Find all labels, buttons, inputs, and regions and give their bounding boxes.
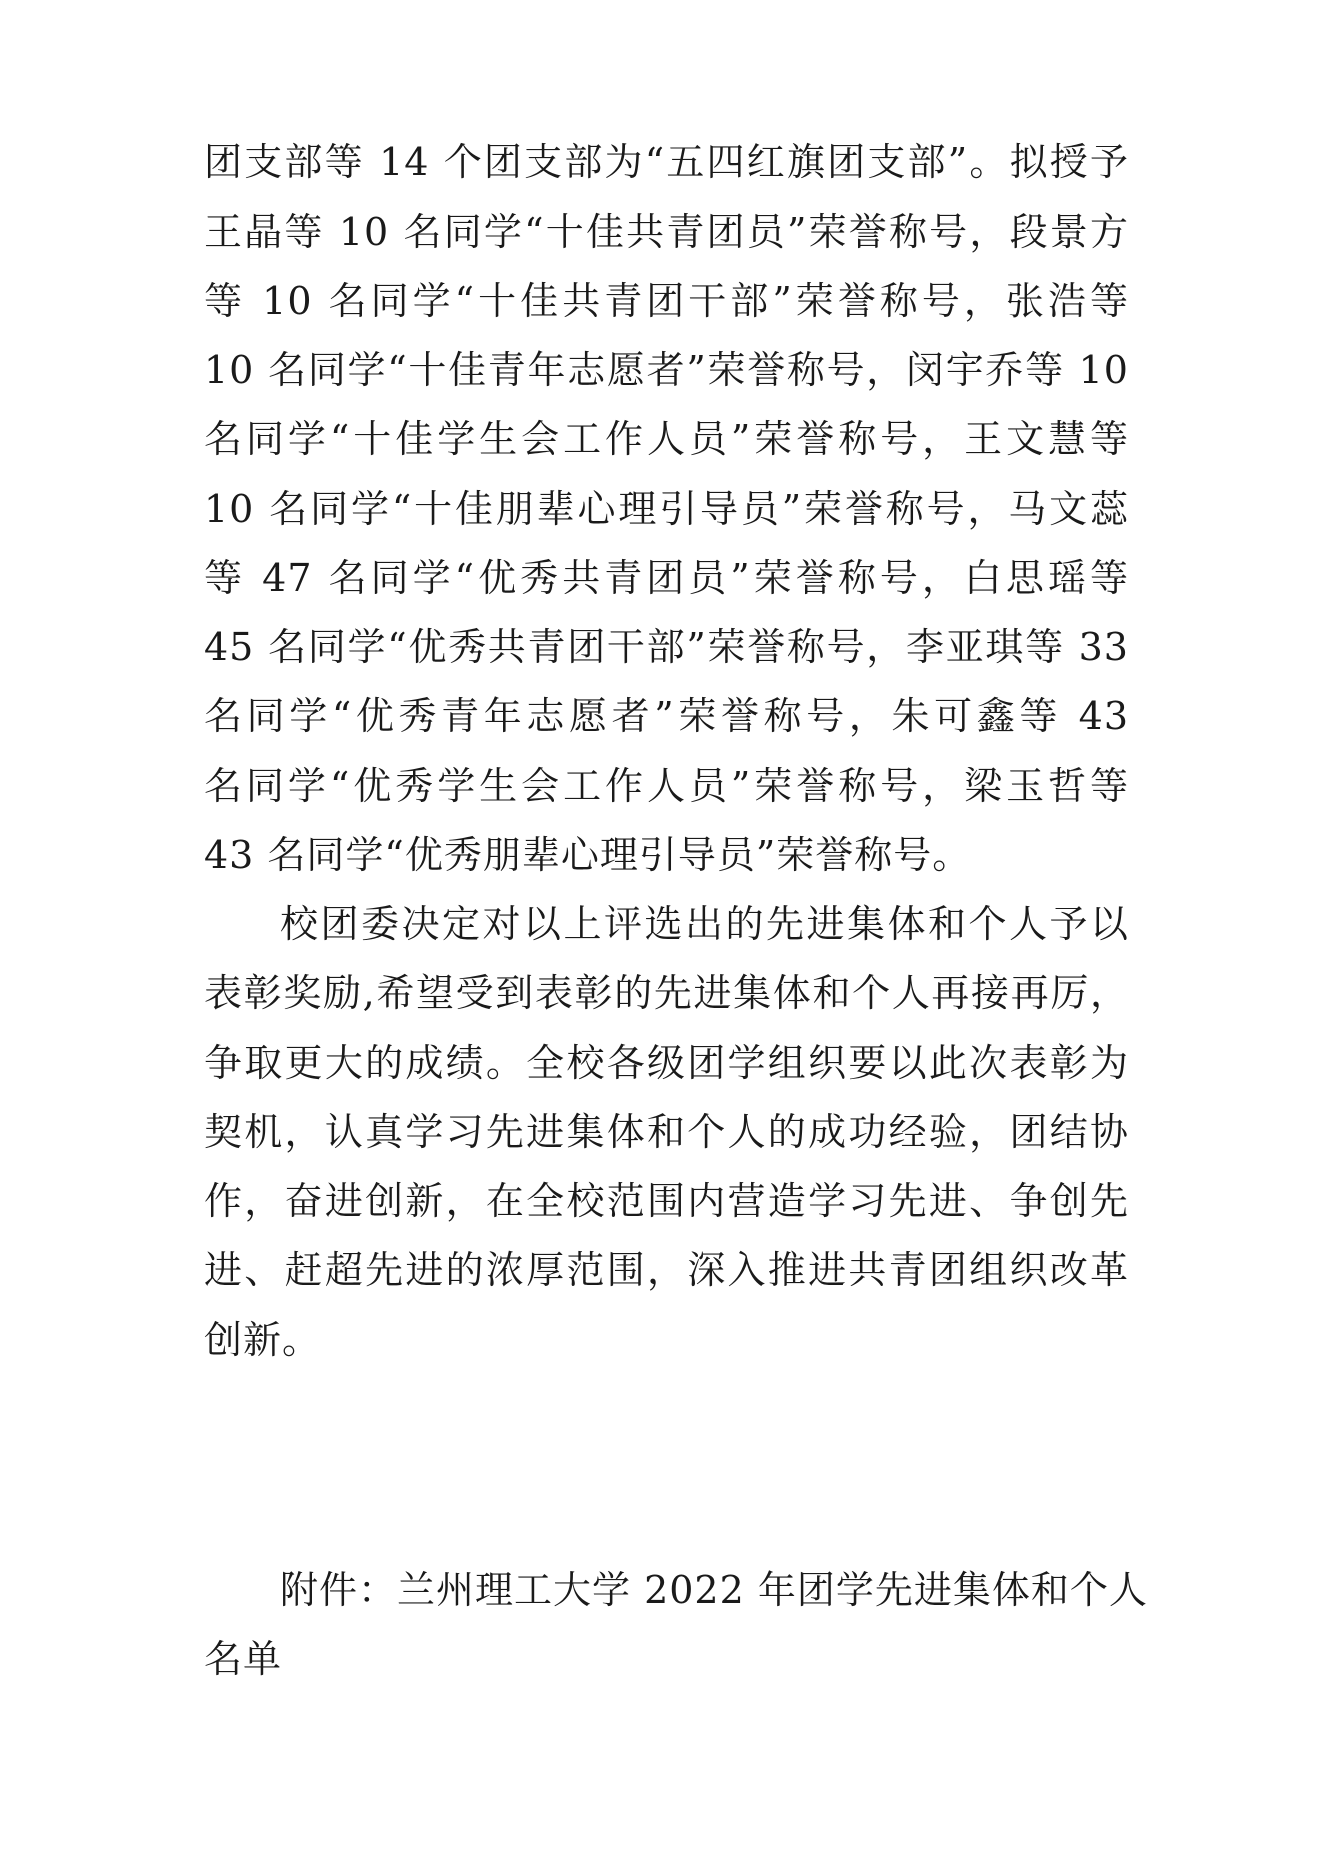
paragraph-line: 表彰奖励,希望受到表彰的先进集体和个人再接再厉，	[204, 971, 1129, 1015]
paragraph-line: 名同学“十佳学生会工作人员”荣誉称号，王文慧等	[204, 417, 1129, 461]
paragraph-line: 43 名同学“优秀朋辈心理引导员”荣誉称号。	[204, 833, 972, 877]
paragraph-line: 团支部等 14 个团支部为“五四红旗团支部”。拟授予	[204, 140, 1129, 184]
paragraph-line: 等 10 名同学“十佳共青团干部”荣誉称号，张浩等	[204, 279, 1129, 323]
paragraph-line: 作，奋进创新，在全校范围内营造学习先进、争创先	[204, 1179, 1129, 1223]
attachment-line: 附件：兰州理工大学 2022 年团学先进集体和个人	[280, 1568, 1148, 1612]
paragraph-line: 名同学“优秀青年志愿者”荣誉称号，朱可鑫等 43	[204, 694, 1129, 738]
paragraph-line: 校团委决定对以上评选出的先进集体和个人予以	[280, 902, 1129, 946]
paragraph-line: 等 47 名同学“优秀共青团员”荣誉称号，白思瑶等	[204, 556, 1129, 600]
paragraph-line: 争取更大的成绩。全校各级团学组织要以此次表彰为	[204, 1041, 1129, 1085]
paragraph-line: 王晶等 10 名同学“十佳共青团员”荣誉称号，段景方	[204, 210, 1129, 254]
paragraph-line: 名同学“优秀学生会工作人员”荣誉称号，梁玉哲等	[204, 764, 1129, 808]
paragraph-line: 10 名同学“十佳朋辈心理引导员”荣誉称号，马文蕊	[204, 487, 1129, 531]
paragraph-line: 创新。	[204, 1318, 322, 1362]
paragraph-line: 10 名同学“十佳青年志愿者”荣誉称号，闵宇乔等 10	[204, 348, 1129, 392]
attachment-line: 名单	[204, 1637, 283, 1681]
paragraph-line: 45 名同学“优秀共青团干部”荣誉称号，李亚琪等 33	[204, 625, 1129, 669]
paragraph-line: 契机，认真学习先进集体和个人的成功经验，团结协	[204, 1110, 1129, 1154]
paragraph-line: 进、赶超先进的浓厚范围，深入推进共青团组织改革	[204, 1248, 1129, 1292]
